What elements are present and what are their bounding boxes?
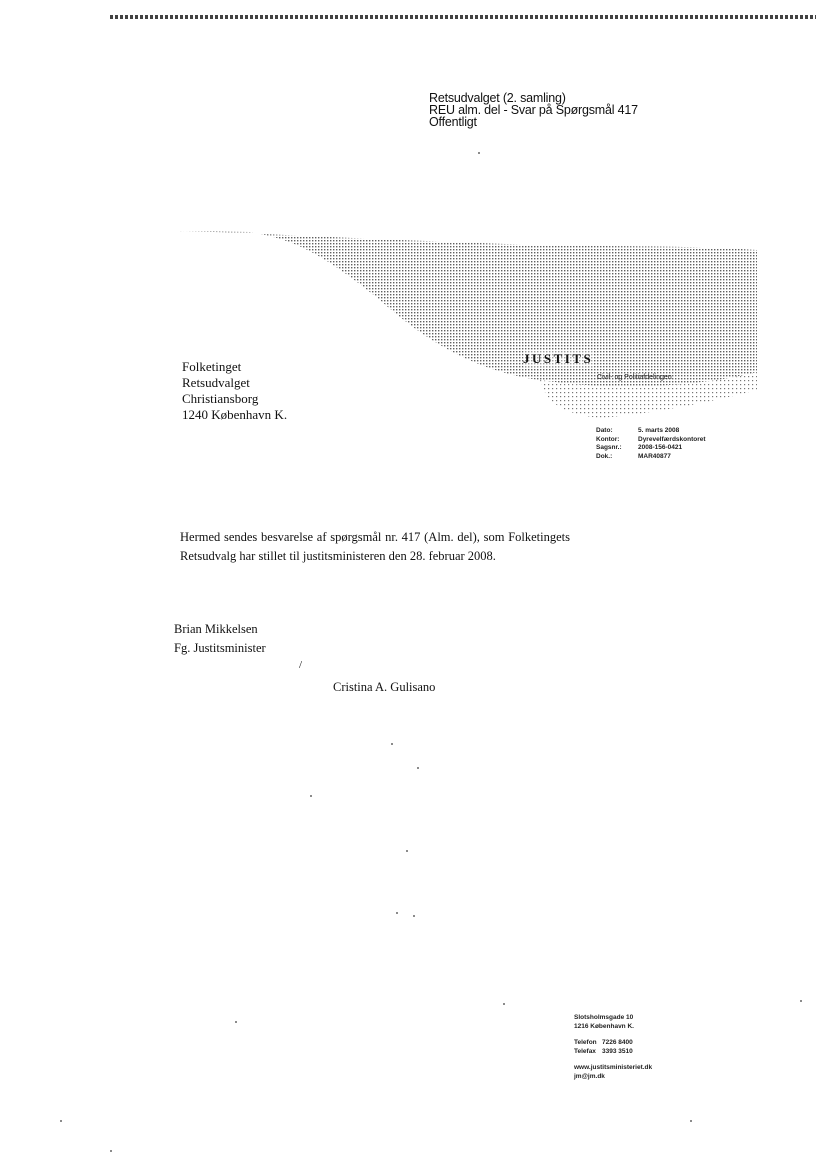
- recipient-line: Christiansborg: [182, 391, 259, 406]
- scan-speck: [310, 795, 312, 797]
- meta-value: 2008-156-0421: [638, 444, 683, 451]
- meta-label: Kontor:: [596, 435, 620, 443]
- letter-body: Hermed sendes besvarelse af spørgsmål nr. 417 (Alm. del), som Folketingets Retsudvalg har stillet til justitsministeren den 28. februar 2008.: [180, 530, 570, 563]
- stamp-committee: Retsudvalget (2. samling): [429, 91, 566, 105]
- scan-speck: [417, 767, 419, 769]
- scan-speck: [406, 850, 408, 852]
- meta-value: Dyrevelfærdskontoret: [638, 435, 706, 443]
- footer-address-street: Slotsholmsgade 10: [574, 1014, 634, 1021]
- meta-row-document: [596, 453, 706, 462]
- scan-speck: [391, 743, 393, 745]
- scan-speck: [235, 1021, 237, 1023]
- recipient-line: Folketinget: [182, 359, 242, 374]
- meta-value: MAR40877: [638, 452, 671, 460]
- meta-row-case-number: [596, 444, 706, 453]
- recipient-line: Retsudvalget: [182, 375, 250, 390]
- meta-label: Dok.:: [596, 452, 613, 460]
- scan-speck: [396, 912, 398, 914]
- recipient-address: [182, 359, 287, 423]
- scan-speck: [413, 915, 415, 917]
- scan-speck: [478, 152, 480, 154]
- scan-speck: [800, 1000, 802, 1002]
- co-signer-name: Cristina A. Gulisano: [333, 680, 436, 694]
- letterhead-wave-graphic: [0, 0, 826, 430]
- footer-fax-label: Telefax: [574, 1048, 596, 1055]
- signature-slash: /: [299, 659, 303, 671]
- signatory-title: Fg. Justitsminister: [174, 641, 266, 655]
- scan-speck: [60, 1120, 62, 1122]
- footer-fax: 3393 3510: [602, 1048, 633, 1055]
- meta-row-date: [596, 427, 706, 436]
- signatory-name: Brian Mikkelsen: [174, 622, 258, 636]
- recipient-line: 1240 København K.: [182, 407, 288, 422]
- footer-phone: 7226 8400: [602, 1039, 633, 1046]
- footer-email: jm@jm.dk: [574, 1073, 605, 1080]
- ministry-department: Civil- og Politiafdelingen: [597, 374, 672, 381]
- signature-block: [174, 620, 266, 658]
- stamp-reference: REU alm. del - Svar på Spørgsmål 417: [429, 103, 638, 117]
- meta-label: Dato:: [596, 427, 613, 434]
- scan-speck: [690, 1120, 692, 1122]
- footer-website: www.justitsministeriet.dk: [574, 1064, 653, 1071]
- footer-address-city: 1216 København K.: [574, 1023, 634, 1030]
- meta-value: 5. marts 2008: [638, 427, 680, 434]
- meta-row-office: [596, 436, 706, 445]
- scan-speck: [110, 1150, 112, 1152]
- footer-fax-row: [574, 1047, 652, 1056]
- meta-label: Sagsnr.:: [596, 444, 622, 451]
- footer-phone-row: [574, 1038, 652, 1047]
- letter-metadata: [596, 427, 706, 461]
- stamp-status: Offentligt: [429, 115, 477, 129]
- footer-phone-label: Telefon: [574, 1039, 597, 1046]
- scan-speck: [503, 1003, 505, 1005]
- letterhead-footer: [574, 1013, 652, 1081]
- ministry-logo-wordmark: JUSTITS: [523, 351, 594, 366]
